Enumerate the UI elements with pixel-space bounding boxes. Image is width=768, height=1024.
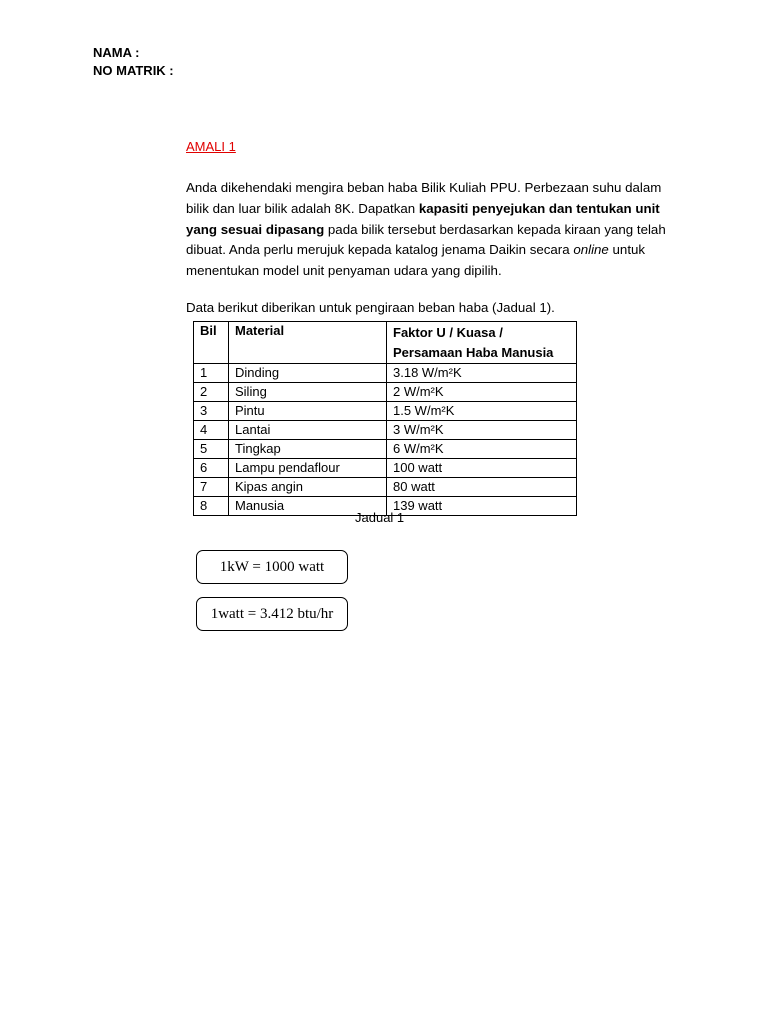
paragraph-text-1: Anda dikehendaki mengira beban haba Bilik Kuliah PPU. Perbezaan suhu dalam bilik dan luar bilik adalah 8K. Dapatkan <box>186 180 662 216</box>
cell-value: 2 W/m²K <box>387 383 577 402</box>
cell-bil: 2 <box>194 383 229 402</box>
table-body <box>194 364 577 516</box>
paragraph-bold-text: kapasiti penyejukan dan tentukan unit yang sesuai dipasang <box>186 200 660 237</box>
cell-value: 6 W/m²K <box>387 440 577 459</box>
header-faktor: Faktor U / Kuasa / Persamaan Haba Manusia <box>387 322 577 364</box>
table-row <box>194 440 577 459</box>
table-row <box>194 383 577 402</box>
cell-bil: 5 <box>194 440 229 459</box>
cell-material: Kipas angin <box>229 478 387 497</box>
table-row <box>194 478 577 497</box>
cell-value: 100 watt <box>387 459 577 478</box>
nama-label: NAMA : <box>93 45 140 60</box>
table-caption: Jadual 1 <box>355 510 405 525</box>
conversion-box-kw: 1kW = 1000 watt <box>196 550 348 584</box>
paragraph-text-3: untuk menentukan model unit penyaman udara yang dipilih. <box>186 242 646 279</box>
table-intro: Data berikut diberikan untuk pengiraan beban haba (Jadual 1). <box>186 300 555 315</box>
instruction-paragraph <box>186 178 668 282</box>
header-material: Material <box>229 322 387 364</box>
cell-value: 80 watt <box>387 478 577 497</box>
no-matrik-label: NO MATRIK : <box>93 63 174 78</box>
paragraph-italic-text: online <box>573 242 609 258</box>
table-row <box>194 402 577 421</box>
table-row <box>194 459 577 478</box>
cell-bil: 8 <box>194 497 229 516</box>
cell-bil: 7 <box>194 478 229 497</box>
cell-value: 3 W/m²K <box>387 421 577 440</box>
cell-material: Lampu pendaflour <box>229 459 387 478</box>
cell-material: Manusia <box>229 497 387 516</box>
table-row <box>194 364 577 383</box>
cell-material: Dinding <box>229 364 387 383</box>
cell-value: 3.18 W/m²K <box>387 364 577 383</box>
cell-bil: 1 <box>194 364 229 383</box>
cell-material: Pintu <box>229 402 387 421</box>
paragraph-text-2: pada bilik tersebut berdasarkan kepada kiraan yang telah dibuat. Anda perlu merujuk kepada katalog jenama Daikin secara <box>186 221 666 258</box>
document-title: AMALI 1 <box>186 139 236 154</box>
header-bil: Bil <box>194 322 229 364</box>
table-header-row <box>194 322 577 364</box>
cell-bil: 4 <box>194 421 229 440</box>
table-row <box>194 421 577 440</box>
data-table <box>193 321 577 516</box>
cell-bil: 3 <box>194 402 229 421</box>
cell-material: Siling <box>229 383 387 402</box>
cell-value: 139 watt <box>387 497 577 516</box>
cell-bil: 6 <box>194 459 229 478</box>
cell-value: 1.5 W/m²K <box>387 402 577 421</box>
conversion-box-btu: 1watt = 3.412 btu/hr <box>196 597 348 631</box>
cell-material: Lantai <box>229 421 387 440</box>
cell-material: Tingkap <box>229 440 387 459</box>
